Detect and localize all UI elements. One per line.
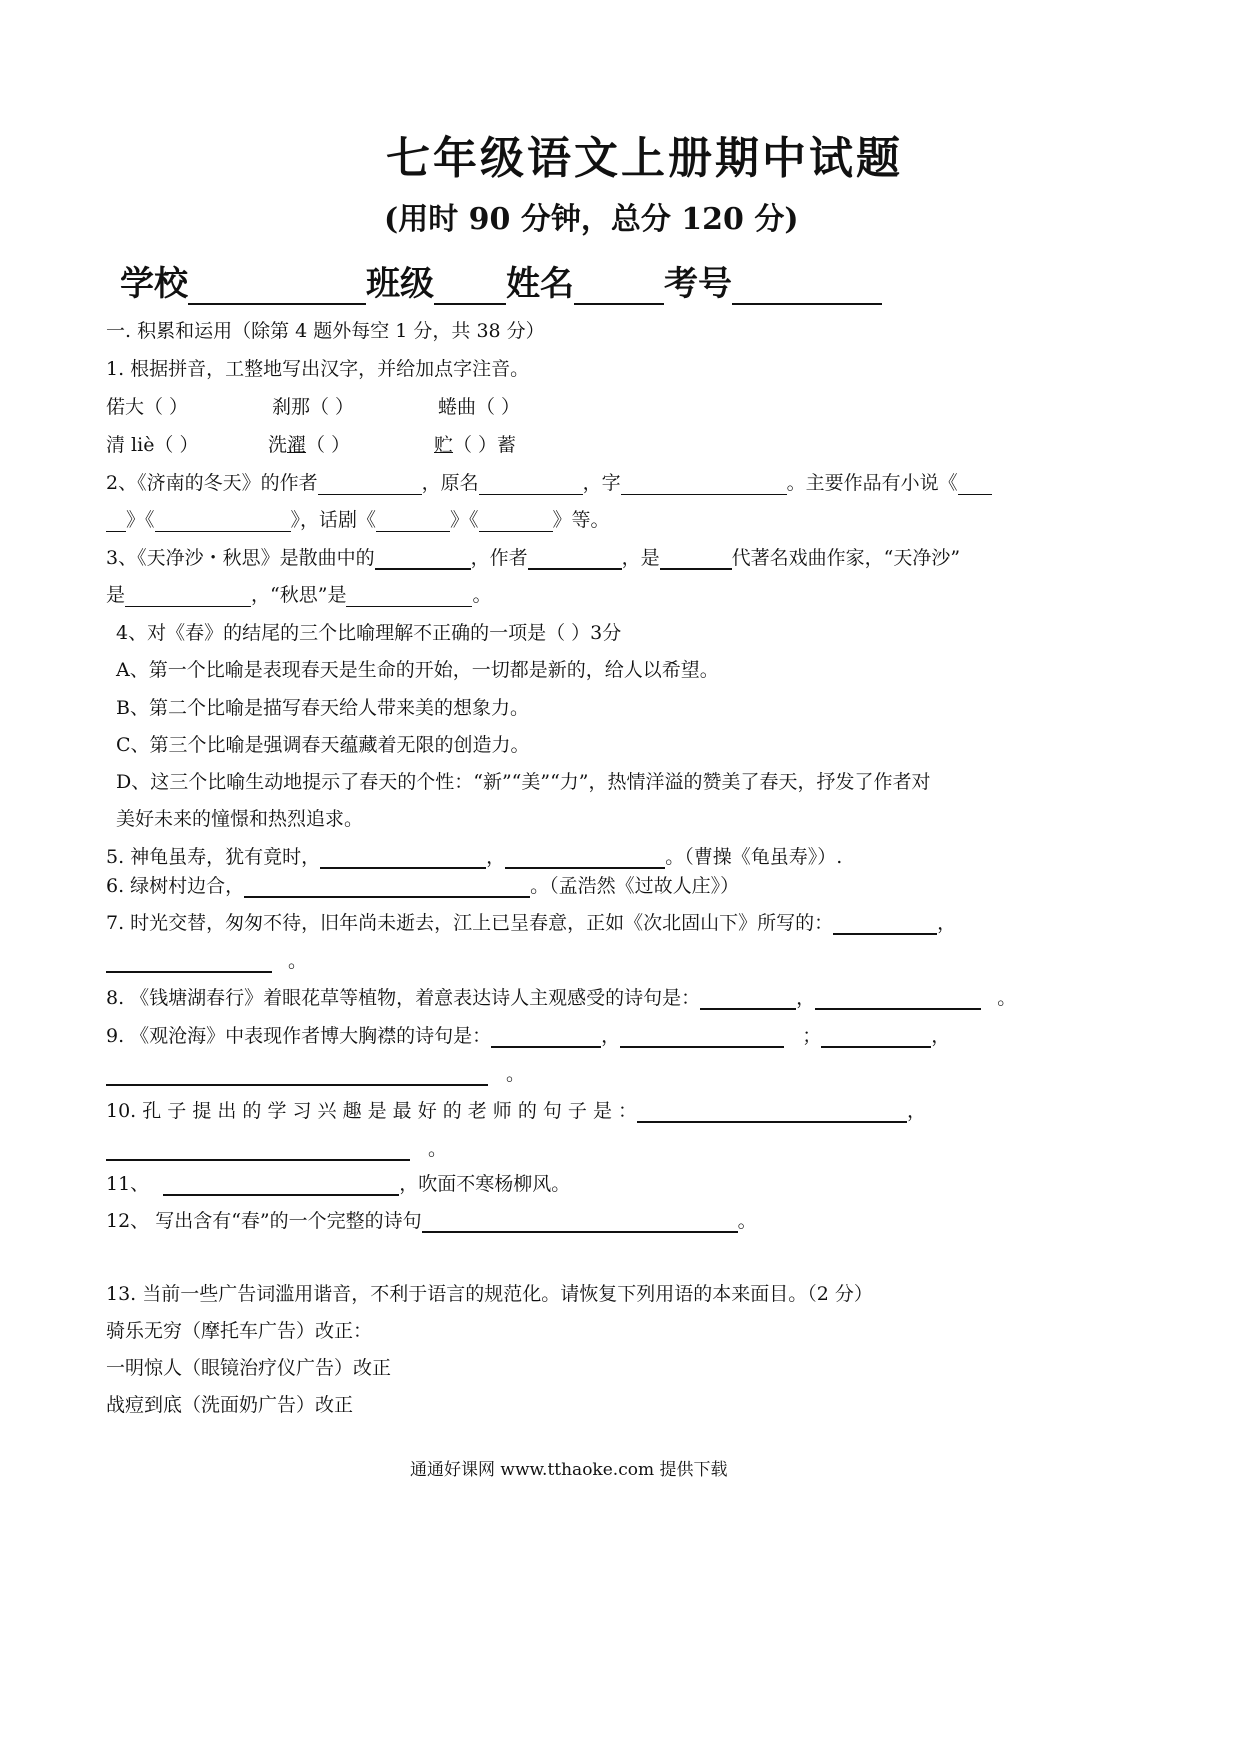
q6-blank[interactable] [244,878,530,898]
q12-blank[interactable] [422,1213,738,1233]
q2-line1 [106,472,992,495]
q2-text-4: 。主要作品有小说《 [786,472,958,494]
q10-text-1: 10. 孔 子 提 出 的 学 习 兴 趣 是 最 好 的 老 师 的 句 子 是 ： [106,1100,638,1122]
q2-blank-novel1[interactable] [958,476,992,495]
q5 [106,846,842,869]
q7-blank-2[interactable] [106,953,272,973]
q2-blank-novel1-cont[interactable] [106,513,126,532]
q2-text-3: ，字 [582,472,621,494]
q6-text-2: 。（孟浩然《过故人庄》） [530,875,740,897]
q7-line2 [106,950,307,973]
q1-item-a1: 偌大（ ） [106,396,189,418]
q1-item-b2 [268,434,350,457]
school-label: 学校 [120,264,188,304]
q13-item-3: 战痘到底（洗面奶广告）改正 [106,1394,354,1416]
q12-text-2: 。 [737,1210,757,1232]
q2-blank-original-name[interactable] [479,476,583,495]
q4-option-d-cont: 美好未来的憧憬和热烈追求。 [116,808,364,830]
q2-line2 [106,509,610,532]
q6-text-1: 6. 绿树村边合， [106,875,245,897]
q2-blank-courtesy-name[interactable] [621,476,787,495]
q13-item-1: 骑乐无穷（摩托车广告）改正： [106,1320,373,1342]
q9-blank-4[interactable] [106,1066,488,1086]
q1-item-b1: 清 liè（ ） [106,434,199,456]
page-title: 七年级语文上册期中试题 [386,133,903,184]
q10-blank-2[interactable] [106,1141,410,1161]
q13-item-2: 一明惊人（眼镜治疗仪广告）改正 [106,1357,392,1379]
q3-text-5: 是 [106,584,126,606]
page-subtitle: (用时 90 分钟，总分 120 分) [384,202,799,237]
q8 [106,987,1016,1010]
school-blank[interactable] [188,273,366,305]
q11 [106,1173,570,1196]
q9-blank-1[interactable] [491,1028,601,1048]
q11-blank[interactable] [163,1176,399,1196]
q2-blank-author[interactable] [318,476,422,495]
name-blank[interactable] [574,273,664,305]
q10-blank-1[interactable] [637,1103,907,1123]
footer-source: 通通好课网 www.tthaoke.com 提供下载 [410,1460,728,1480]
q3-text-7: 。 [472,584,492,606]
q5-text-3: 。（曹操《龟虽寿》）. [665,846,843,868]
q10-text-2: ， [907,1100,927,1122]
q3-text-3: ，是 [621,547,660,569]
q7-text-2: ， [937,912,957,934]
q1-item-a2: 刹那（ ） [272,396,355,418]
q3-blank-type[interactable] [375,550,471,570]
q3-text-6: ，“秋思”是 [251,584,347,606]
q9-line2 [106,1063,525,1086]
q1-item-b3 [434,434,516,457]
q1-stem: 1. 根据拼音，工整地写出汉字，并给加点字注音。 [106,358,530,380]
q9-text-4: ， [931,1025,951,1047]
number-blank[interactable] [732,273,882,305]
q12 [106,1210,757,1233]
q3-text-4: 代著名戏曲作家，“天净沙” [731,547,961,569]
q2-text-6: 》，话剧《 [290,509,377,531]
number-label: 考号 [664,264,732,304]
q1-item-a3: 蜷曲（ ） [438,396,521,418]
q4-stem: 4、对《春》的结尾的三个比喻理解不正确的一项是（ ）3分 [116,622,622,644]
q1-b2-paren: （ ） [306,434,351,456]
q9-text-1: 9. 《观沧海》中表现作者博大胸襟的诗句是： [106,1025,492,1047]
q5-blank-2[interactable] [505,849,665,869]
q11-text-2: ，吹面不寒杨柳风。 [399,1173,571,1195]
q2-text-2: ，原名 [421,472,479,494]
q4-option-b: B、第二个比喻是描写春天给人带来美的想象力。 [116,697,529,719]
q2-blank-drama2[interactable] [479,513,553,532]
q8-blank-2[interactable] [815,990,981,1010]
q8-text-2: ， [796,987,816,1009]
q7-text-1: 7. 时光交替，匆匆不待，旧年尚未逝去，江上已呈春意，正如《次北固山下》所写的： [106,912,834,934]
q11-text-1: 11、 [106,1173,150,1195]
q5-blank-1[interactable] [320,849,486,869]
q4-option-c: C、第三个比喻是强调春天蕴藏着无限的创造力。 [116,734,530,756]
student-info-line [120,256,882,305]
class-label: 班级 [366,264,434,304]
q10-line2 [106,1138,447,1161]
q1-b2-char1: 洗 [268,434,288,456]
q1-b2-dotted-char: 濯 [287,434,307,456]
q3-blank-tianjingsha[interactable] [125,588,251,607]
q5-text-1: 5. 神龟虽寿，犹有竟时， [106,846,321,868]
q9-blank-3[interactable] [821,1028,931,1048]
q4-option-a: A、第一个比喻是表现春天是生命的开始，一切都是新的，给人以希望。 [116,659,719,681]
class-blank[interactable] [434,273,506,305]
q3-line1 [106,547,960,570]
q4-option-d: D、这三个比喻生动地提示了春天的个性：“新”“美”“力”，热情洋溢的赞美了春天，抒发了作者对 [116,771,931,793]
q2-text-8: 》等。 [552,509,610,531]
q3-line2 [106,584,491,607]
q13-stem: 13. 当前一些广告词滥用谐音，不利于语言的规范化。请恢复下列用语的本来面目。（2 分） [106,1283,873,1305]
q8-text-3: 。 [997,987,1017,1009]
q10-text-3: 。 [428,1138,448,1160]
q7-line1 [106,912,956,935]
q5-text-2: ， [486,846,506,868]
q9-text-5: 。 [506,1063,526,1085]
q2-blank-drama1[interactable] [376,513,450,532]
q9-blank-2[interactable] [620,1028,784,1048]
q7-blank-1[interactable] [833,915,937,935]
q3-text-1: 3、《天净沙・秋思》是散曲中的 [106,547,375,569]
q2-text-7: 》《 [450,509,479,531]
q3-blank-qiusi[interactable] [346,588,472,607]
q9-text-2: ， [601,1025,621,1047]
q3-text-2: ，作者 [470,547,528,569]
q8-blank-1[interactable] [700,990,796,1010]
q12-text-1: 12、 写出含有“春”的一个完整的诗句 [106,1210,422,1232]
q9-text-3: ； [802,1025,822,1047]
q6 [106,875,739,898]
q3-blank-dynasty[interactable] [660,550,732,570]
q2-text-1: 2、《济南的冬天》的作者 [106,472,318,494]
name-label: 姓名 [506,264,574,304]
q10-line1 [106,1100,926,1123]
section-heading: 一. 积累和运用（除第 4 题外每空 1 分，共 38 分） [106,320,545,342]
q1-b3-rest: （ ）蓄 [453,434,517,456]
q2-blank-novel2[interactable] [155,513,291,532]
q7-text-3: 。 [288,950,308,972]
q8-text-1: 8. 《钱塘湖春行》着眼花草等植物，着意表达诗人主观感受的诗句是： [106,987,701,1009]
q2-text-5: 》《 [126,509,155,531]
q1-b3-dotted-char: 贮 [434,434,454,456]
q3-blank-author[interactable] [528,550,622,570]
q9-line1 [106,1025,950,1048]
